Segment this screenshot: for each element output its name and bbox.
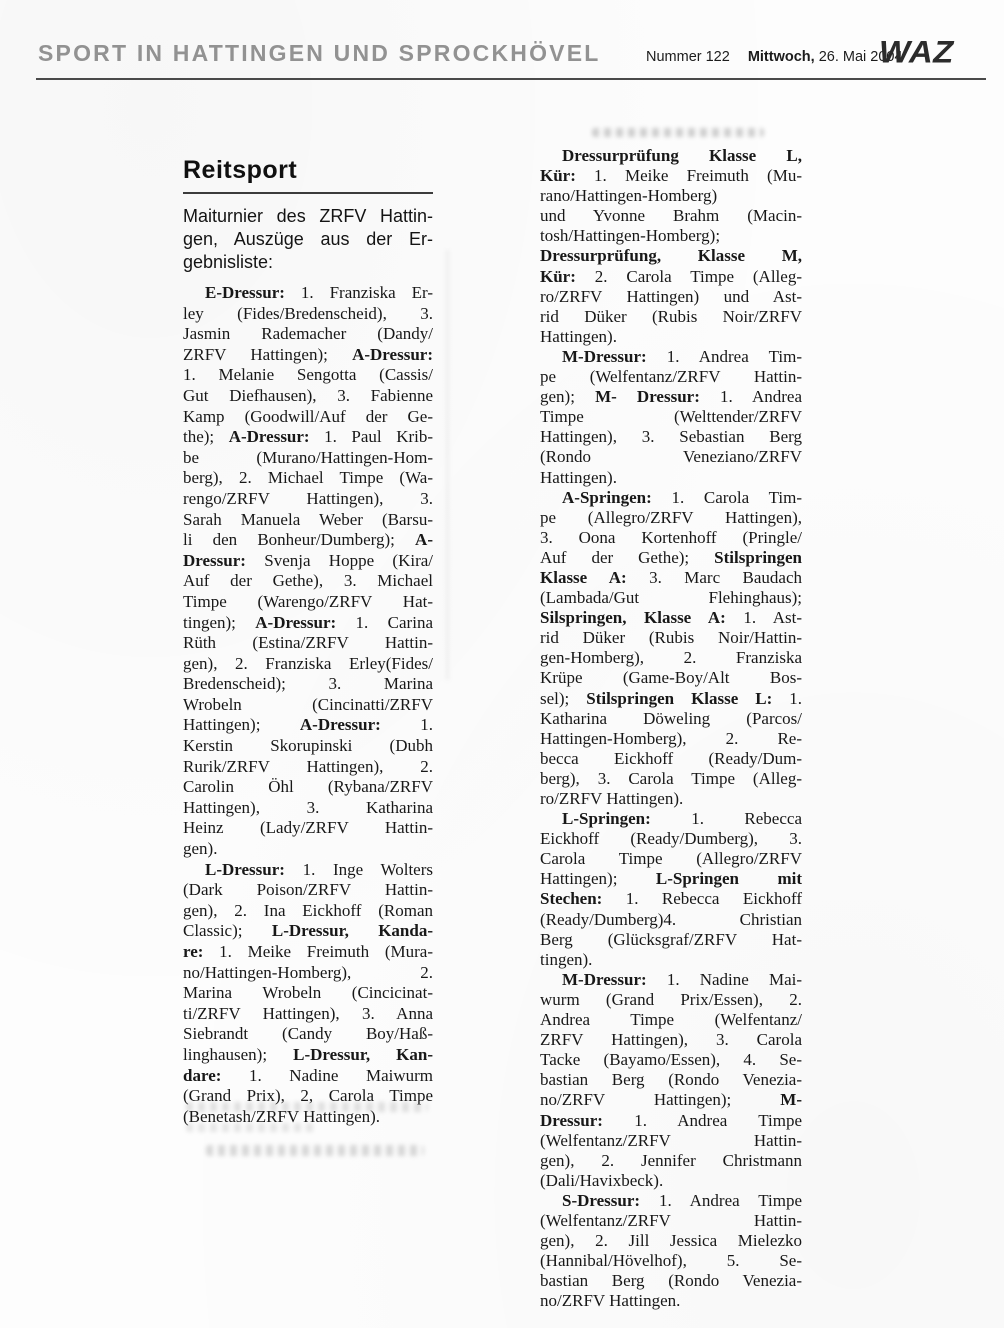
- text-line: (Hannibal/Hövelhof), 5. Se-: [540, 1251, 802, 1271]
- issue-number: Nummer 122: [646, 49, 730, 65]
- text-line: Dressur: Svenja Hoppe (Kira/: [183, 550, 433, 570]
- text-line: und Yvonne Brahm (Macin-: [540, 206, 802, 226]
- bleedthrough-artifact: [592, 128, 764, 137]
- text-line: Berg (Glücksgraf/ZRFV Hat-: [540, 929, 802, 949]
- text-line: gen), 2. Jennifer Christmann: [540, 1150, 802, 1170]
- text-line: becca Eickhoff (Ready/Dum-: [540, 748, 802, 768]
- bold-lead-in: dare:: [183, 1065, 222, 1085]
- text-line: Silspringen, Klasse A: 1. Ast-: [540, 608, 803, 628]
- bold-lead-in: L-Springen:: [562, 809, 651, 829]
- paragraph: [183, 283, 433, 860]
- text-line: berg), 2. Michael Timpe (Wa-: [183, 468, 433, 488]
- bold-lead-in: M-: [780, 1090, 802, 1110]
- text-line: tingen).: [540, 949, 593, 969]
- text-line: Auf der Gethe); Stilspringen: [540, 547, 802, 567]
- text-line: (Ready/Dumberg)4. Christian: [540, 909, 802, 929]
- issue-date: 26. Mai 2004: [814, 49, 903, 65]
- text-line: berg), 3. Carola Timpe (Alleg-: [540, 768, 802, 788]
- text-line: tosh/Hattingen-Homberg);: [540, 226, 721, 246]
- text-line: gen), 2. Franziska Erley(Fides/: [183, 653, 433, 673]
- text-line: Bredenscheid); 3. Marina: [183, 674, 433, 694]
- masthead-rule: [36, 78, 986, 80]
- text-line: dare: 1. Nadine Maiwurm: [183, 1065, 433, 1085]
- text-line: linghausen); L-Dressur, Kan-: [183, 1044, 433, 1064]
- text-line: gen), 2. Ina Eickhoff (Roman: [183, 900, 433, 920]
- article-body-left-column: [183, 283, 433, 1127]
- paragraph: [540, 488, 802, 810]
- text-line: gen-Homberg), 2. Franziska: [540, 648, 802, 668]
- article-body-right-column: [540, 146, 802, 1311]
- bold-lead-in: M-Dressur:: [562, 969, 647, 989]
- text-line: be (Murano/Hattingen-Hom-: [183, 447, 433, 467]
- masthead-title: SPORT IN HATTINGEN UND SPROCKHÖVEL: [38, 40, 601, 66]
- text-line: Hattingen), 3. Sebastian Berg: [540, 427, 802, 447]
- text-line: no/Hattingen-Homberg), 2.: [183, 962, 433, 982]
- bold-lead-in: A-Springen:: [562, 487, 652, 507]
- bold-lead-in: re:: [183, 942, 204, 961]
- text-line: Kamp (Goodwill/Auf der Ge-: [183, 406, 433, 426]
- text-line: Jasmin Rademacher (Dandy/: [183, 324, 433, 344]
- text-line: Hattingen); A-Dressur: 1.: [183, 715, 434, 735]
- text-line: no/ZRFV Hattingen); M-: [540, 1090, 802, 1110]
- text-line: wurm (Grand Prix/Essen), 2.: [540, 989, 802, 1009]
- paragraph: [540, 146, 802, 347]
- text-line: A-Springen: 1. Carola Tim-: [562, 487, 802, 507]
- text-line: (Dali/Havixbeck).: [540, 1170, 664, 1190]
- bold-lead-in: S-Dressur:: [562, 1190, 641, 1210]
- bold-lead-in: Kür:: [540, 166, 576, 186]
- text-line: ZRFV Hattingen), 3. Carola: [540, 1030, 802, 1050]
- text-line: Wrobeln (Cincinatti/ZRFV: [183, 694, 433, 714]
- section-heading-rule: [183, 192, 433, 194]
- text-line: Timpe (Warengo/ZRFV Hat-: [183, 591, 433, 611]
- bold-lead-in: Dressurprüfung Klasse L,: [562, 146, 802, 165]
- text-line: Hattingen-Homberg), 2. Re-: [540, 728, 802, 748]
- bold-lead-in: Klasse A:: [540, 567, 627, 587]
- text-line: Marina Wrobeln (Cincicinat-: [183, 983, 433, 1003]
- text-line: Krüpe (Game-Boy/Alt Bos-: [540, 668, 802, 688]
- bold-lead-in: Dressurprüfung, Klasse M,: [540, 246, 802, 266]
- bold-lead-in: Dressur:: [183, 550, 246, 570]
- bold-lead-in: L-Dressur, Kanda-: [271, 921, 433, 941]
- text-line: Andrea Timpe (Welfentanz/: [540, 1010, 802, 1030]
- text-line: ro/ZRFV Hattingen) und Ast-: [540, 286, 802, 306]
- text-line: rid Düker (Rubis Noir/Hattin-: [540, 628, 802, 648]
- text-line: Stechen: 1. Rebecca Eickhoff: [540, 889, 802, 909]
- bold-lead-in: Stilspringen Klasse L:: [586, 688, 773, 708]
- text-line: Hattingen).: [540, 467, 617, 487]
- text-line: L-Springen: 1. Rebecca: [562, 809, 802, 829]
- bold-lead-in: Stilspringen: [714, 547, 802, 567]
- article-intro: [183, 205, 433, 274]
- bold-lead-in: L-Dressur, Kan-: [293, 1044, 433, 1064]
- text-line: (Welfentanz/ZRFV Hattin-: [540, 1130, 802, 1150]
- bold-lead-in: E-Dressur:: [205, 283, 285, 302]
- text-line: (Grand Prix), 2, Carola Timpe: [183, 1086, 433, 1106]
- text-line: sel); Stilspringen Klasse L: 1.: [540, 688, 802, 708]
- paragraph: [183, 860, 433, 1128]
- bold-lead-in: M-Dressur:: [562, 346, 647, 366]
- text-line: gen).: [183, 839, 218, 859]
- text-line: Carola Timpe (Allegro/ZRFV: [540, 849, 802, 869]
- bold-lead-in: Stechen:: [540, 889, 603, 909]
- text-line: Katharina Döweling (Parcos/: [540, 708, 802, 728]
- text-line: S-Dressur: 1. Andrea Timpe: [562, 1190, 802, 1210]
- text-line: Hattingen), 3. Katharina: [183, 797, 433, 817]
- bleedthrough-artifact: [206, 1145, 424, 1156]
- text-line: (Benetash/ZRFV Hattingen).: [183, 1106, 381, 1126]
- text-line: pe (Welfentanz/ZRFV Hattin-: [540, 367, 802, 387]
- waz-logo: WAZ: [879, 33, 954, 70]
- text-line: Kür: 2. Carola Timpe (Alleg-: [540, 266, 802, 286]
- text-line: bastian Berg (Rondo Venezia-: [540, 1271, 802, 1291]
- text-line: Timpe (Welttender/ZRFV: [540, 407, 802, 427]
- text-line: 1. Melanie Sengotta (Cassis/: [183, 365, 433, 385]
- section-heading: Reitsport: [183, 156, 298, 184]
- text-line: ZRFV Hattingen); A-Dressur:: [183, 344, 433, 364]
- text-line: ro/ZRFV Hattingen).: [540, 789, 684, 808]
- text-line: Kerstin Skorupinski (Dubh: [183, 736, 433, 756]
- text-line: Auf der Gethe), 3. Michael: [183, 571, 433, 591]
- text-line: Classic); L-Dressur, Kanda-: [183, 921, 433, 941]
- bold-lead-in: A-Dressur:: [299, 715, 381, 735]
- text-line: ti/ZRFV Hattingen), 3. Anna: [183, 1003, 433, 1023]
- text-line: Carolin Öhl (Rybana/ZRFV: [183, 777, 433, 797]
- paragraph: [540, 1191, 802, 1312]
- paragraph: [540, 809, 802, 970]
- text-line: Tacke (Bayamo/Essen), 4. Se-: [540, 1050, 802, 1070]
- text-line: Kür: 1. Meike Freimuth (Mu-: [540, 166, 802, 186]
- paragraph: [183, 205, 433, 274]
- text-line: M-Dressur: 1. Andrea Tim-: [562, 346, 802, 366]
- text-line: the); A-Dressur: 1. Paul Krib-: [183, 427, 434, 447]
- bold-lead-in: Kür:: [540, 266, 576, 286]
- text-line: [540, 146, 802, 166]
- text-line: M-Dressur: 1. Nadine Mai-: [562, 969, 802, 989]
- text-line: L-Dressur: 1. Inge Wolters: [205, 859, 433, 879]
- text-line: gen); M- Dressur: 1. Andrea: [540, 387, 802, 407]
- text-line: Heinz (Lady/ZRFV Hattin-: [183, 818, 433, 838]
- bold-lead-in: A-Dressur:: [228, 427, 310, 447]
- text-line: (Rondo Veneziano/ZRFV: [540, 447, 802, 467]
- text-line: ley (Fides/Bredenscheid), 3.: [183, 303, 433, 323]
- issue-weekday: Mittwoch,: [747, 49, 815, 65]
- text-line: no/ZRFV Hattingen.: [540, 1291, 681, 1311]
- bold-lead-in: L-Dressur:: [205, 859, 285, 879]
- bold-lead-in: Dressur:: [540, 1110, 603, 1130]
- text-line: rengo/ZRFV Hattingen), 3.: [183, 488, 433, 508]
- text-line: Gut Diefhausen), 3. Fabienne: [183, 385, 433, 405]
- text-line: tingen); A-Dressur: 1. Carina: [183, 612, 433, 632]
- text-line: Dressur: 1. Andrea Timpe: [540, 1110, 802, 1130]
- text-line: Rurik/ZRFV Hattingen), 2.: [183, 756, 433, 776]
- bold-lead-in: A-: [415, 530, 433, 550]
- bold-lead-in: A-Dressur:: [255, 612, 337, 632]
- paragraph: [540, 970, 802, 1191]
- text-line: re: 1. Meike Freimuth (Mura-: [183, 942, 433, 961]
- text-line: Klasse A: 3. Marc Baudach: [540, 567, 803, 587]
- text-line: Eickhoff (Ready/Dumberg), 3.: [540, 829, 802, 849]
- bleedthrough-artifact: [446, 250, 449, 680]
- text-line: [540, 246, 802, 266]
- text-line: (Welfentanz/ZRFV Hattin-: [540, 1210, 802, 1230]
- text-line: Siebrandt (Candy Boy/Haß-: [183, 1024, 433, 1044]
- text-line: gen), 2. Jill Jessica Mielezko: [540, 1231, 802, 1251]
- bold-lead-in: L-Springen mit: [655, 869, 802, 889]
- text-line: li den Bonheur/Dumberg); A-: [183, 530, 433, 550]
- text-line: Hattingen).: [540, 326, 617, 346]
- text-line: (Dark Poison/ZRFV Hattin-: [183, 880, 433, 900]
- bold-lead-in: M- Dressur:: [595, 387, 700, 407]
- text-line: gebnisliste:: [183, 252, 274, 272]
- text-line: rano/Hattingen-Homberg): [540, 186, 718, 206]
- masthead-meta: [646, 49, 903, 65]
- text-line: pe (Allegro/ZRFV Hattingen),: [540, 507, 802, 527]
- text-line: Rüth (Estina/ZRFV Hattin-: [183, 633, 433, 653]
- left-column: [183, 156, 433, 1127]
- text-line: E-Dressur: 1. Franziska Er-: [205, 283, 433, 302]
- text-line: rid Düker (Rubis Noir/ZRFV: [540, 306, 802, 326]
- text-line: Hattingen); L-Springen mit: [540, 869, 802, 889]
- paragraph: [540, 347, 802, 488]
- text-line: Maiturnier des ZRFV Hattin-: [183, 206, 433, 226]
- text-line: (Lambada/Gut Flehinghaus);: [540, 588, 802, 608]
- bold-lead-in: A-Dressur:: [352, 344, 433, 364]
- text-line: 3. Oona Kortenhoff (Pringle/: [540, 527, 802, 547]
- text-line: bastian Berg (Rondo Venezia-: [540, 1070, 802, 1090]
- text-line: gen, Auszüge aus der Er-: [183, 229, 433, 249]
- text-line: Sarah Manuela Weber (Barsu-: [183, 509, 433, 529]
- bold-lead-in: Silspringen, Klasse A:: [540, 608, 726, 628]
